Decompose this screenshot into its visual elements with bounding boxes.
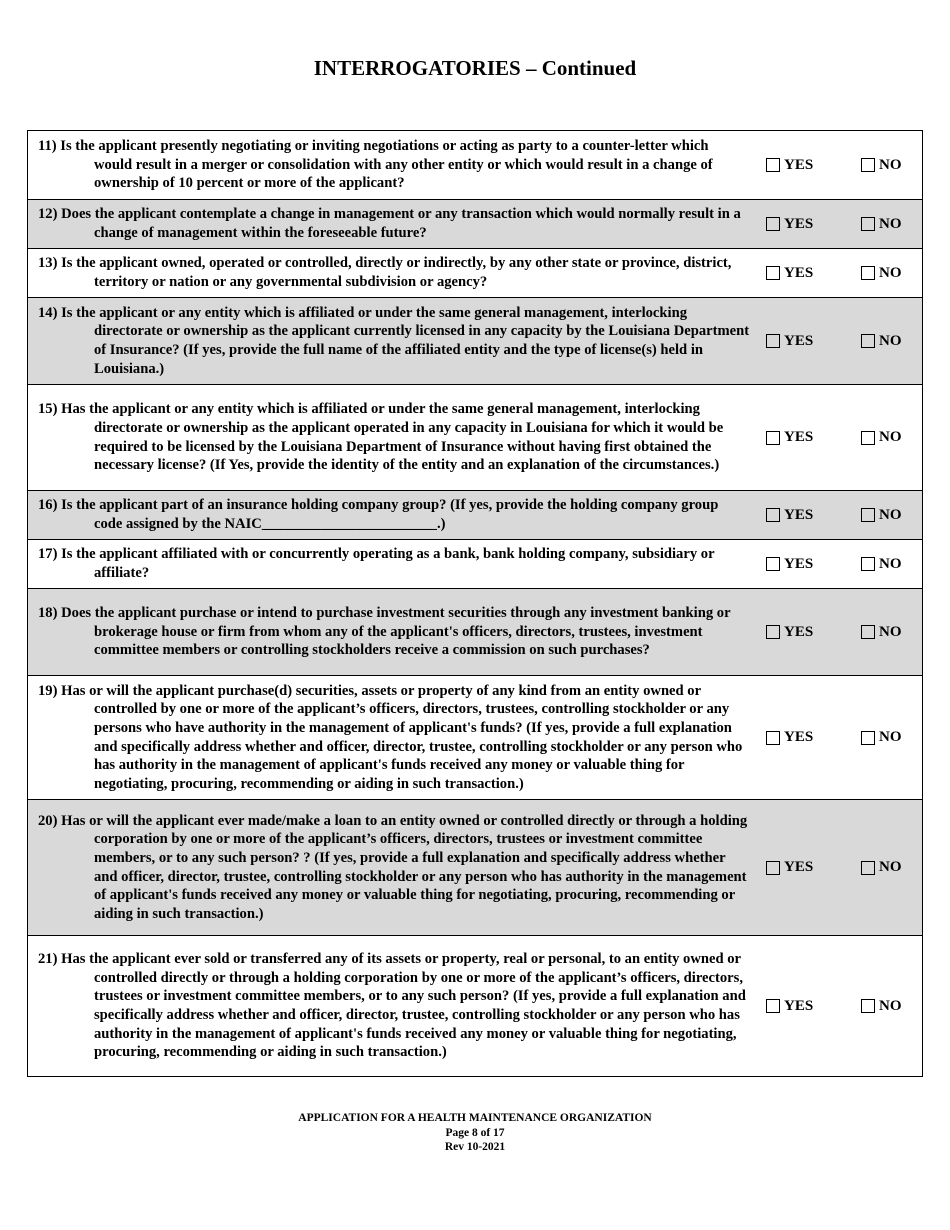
no-label: NO (879, 264, 902, 281)
yes-checkbox[interactable] (766, 625, 780, 639)
yes-label: YES (784, 506, 814, 523)
question-row-19 (28, 676, 922, 800)
no-checkbox[interactable] (861, 508, 875, 522)
yes-label: YES (784, 729, 814, 745)
no-option[interactable] (845, 216, 921, 233)
question-row-15 (28, 385, 922, 491)
no-label: NO (879, 623, 902, 640)
question-row-16 (28, 491, 922, 540)
no-option[interactable] (845, 333, 921, 350)
no-checkbox[interactable] (861, 158, 875, 172)
yes-label: YES (784, 623, 814, 640)
question-text: 20) Has or will the applicant ever made/make a loan to an entity owned or controlled directly or through a holding corporation by one or more of the applicant’s officers, directors, trustees or investment committee members, or to any such person? ? (If yes, provide a full explanation and specifically address whether and officer, director, trustee, controlling stockholder or any person who has authority in the management of applicant's funds received any money or valuable thing for negotiating, procuring, recommending or aiding in such transaction.) (38, 812, 748, 922)
footer-revision: Rev 10-2021 (444, 1141, 506, 1153)
yes-option[interactable] (750, 624, 845, 641)
no-label: NO (879, 156, 902, 173)
no-option[interactable] (845, 507, 921, 524)
no-option[interactable] (845, 429, 921, 446)
question-row-21 (28, 936, 922, 1076)
no-checkbox[interactable] (861, 557, 875, 571)
yes-label: YES (784, 264, 814, 281)
no-label: NO (879, 506, 902, 523)
question-row-17 (28, 540, 922, 589)
question-text: 12) Does the applicant contemplate a change in management or any transaction which would normally result in a change of management within the foreseeable future? (38, 206, 741, 241)
yes-label: YES (784, 555, 814, 572)
yes-checkbox[interactable] (766, 861, 780, 875)
question-text: 15) Has the applicant or any entity which is affiliated or under the same general management, interlocking directorate or ownership as the applicant operated in any capacity in Louisiana for which it would be required to be licensed by the Louisiana Department of Insurance without having first obtained the necessary license? (If Yes, provide the identity of the entity and an explanation of the circumstances.) (38, 401, 724, 474)
question-text: 11) Is the applicant presently negotiating or inviting negotiations or acting as party to a counter-letter which would result in a merger or consolidation with any other entity or which would result in a change of ownership of 10 percent or more of the applicant? (38, 138, 713, 192)
no-label: NO (879, 997, 902, 1014)
no-label: NO (879, 859, 902, 875)
yes-option[interactable] (750, 998, 845, 1015)
yes-option[interactable] (750, 729, 845, 746)
footer-page-number: Page 8 of 17 (445, 1126, 505, 1139)
no-option[interactable] (845, 998, 921, 1015)
yes-option[interactable] (750, 216, 845, 233)
no-option[interactable] (845, 157, 921, 174)
question-row-18 (28, 589, 922, 676)
yes-label: YES (784, 859, 814, 875)
no-checkbox[interactable] (861, 731, 875, 745)
no-checkbox[interactable] (861, 999, 875, 1013)
no-option[interactable] (845, 624, 921, 641)
no-checkbox[interactable] (861, 334, 875, 348)
page-title: INTERROGATORIES – Continued (313, 56, 637, 80)
question-text: 16) Is the applicant part of an insurance holding company group? (If yes, provide the holding company group code assigned by the NAIC________________________.) (38, 497, 719, 532)
yes-option[interactable] (750, 859, 845, 876)
no-option[interactable] (845, 859, 921, 876)
yes-checkbox[interactable] (766, 266, 780, 280)
no-label: NO (879, 429, 902, 445)
question-row-12 (28, 200, 922, 249)
no-checkbox[interactable] (861, 625, 875, 639)
question-text: 21) Has the applicant ever sold or transferred any of its assets or property, real or personal, to an entity owned or controlled directly or through a holding corporation by one or more of the applicant’s officers, directors, trustees or investment committee members, or to any such person? (If yes, provide a full explanation and specifically address whether and officer, director, trustee, controlling stockholder or any person who has authority in the management of applicant's funds received any money or valuable thing for negotiating, procuring, recommending or aiding in such transaction.) (38, 951, 746, 1061)
yes-checkbox[interactable] (766, 431, 780, 445)
question-text: 18) Does the applicant purchase or intend to purchase investment securities through any investment banking or brokerage house or firm from whom any of the applicant's officers, directors, trustees, investment committee members or controlling stockholders receive a commission on such purchases? (38, 605, 731, 659)
page-footer (0, 1111, 950, 1155)
question-row-13 (28, 249, 922, 298)
yes-checkbox[interactable] (766, 217, 780, 231)
question-row-20 (28, 800, 922, 936)
question-text: 19) Has or will the applicant purchase(d) securities, assets or property of any kind from an entity owned or controlled by one or more of the applicant’s officers, directors, trustees, controlling stockholder or any persons who have authority in the management of applicant's funds? (If yes, provide a full explanation and specifically address whether and officer, director, trustee, controlling stockholder or any person who has authority in the management of applicant's funds received any money or valuable thing for negotiating, procuring, recommending or aiding in such transaction.) (38, 682, 743, 792)
yes-option[interactable] (750, 333, 845, 350)
yes-option[interactable] (750, 429, 845, 446)
yes-checkbox[interactable] (766, 731, 780, 745)
yes-label: YES (784, 332, 814, 349)
yes-label: YES (784, 156, 814, 173)
yes-label: YES (784, 997, 814, 1014)
no-checkbox[interactable] (861, 217, 875, 231)
no-label: NO (879, 555, 902, 572)
yes-option[interactable] (750, 265, 845, 282)
no-checkbox[interactable] (861, 266, 875, 280)
no-option[interactable] (845, 556, 921, 573)
yes-label: YES (784, 215, 814, 232)
no-label: NO (879, 215, 902, 232)
no-option[interactable] (845, 729, 921, 746)
question-row-14 (28, 298, 922, 385)
yes-checkbox[interactable] (766, 999, 780, 1013)
yes-label: YES (784, 429, 814, 445)
yes-option[interactable] (750, 157, 845, 174)
question-text: 13) Is the applicant owned, operated or controlled, directly or indirectly, by any other state or province, district, territory or nation or any governmental subdivision or agency? (38, 255, 732, 290)
question-text: 14) Is the applicant or any entity which is affiliated or under the same general management, interlocking directorate or ownership as the applicant currently licensed in any capacity by the Louisiana Department of Insurance? (If yes, provide the full name of the affiliated entity and the type of license(s) held in Louisiana.) (38, 304, 750, 377)
footer-form-title: APPLICATION FOR A HEALTH MAINTENANCE ORGANIZATION (298, 1112, 652, 1124)
yes-option[interactable] (750, 507, 845, 524)
interrogatories-table (27, 130, 923, 1077)
no-label: NO (879, 729, 902, 745)
question-row-11 (28, 131, 922, 200)
yes-option[interactable] (750, 556, 845, 573)
no-label: NO (879, 332, 902, 349)
yes-checkbox[interactable] (766, 158, 780, 172)
yes-checkbox[interactable] (766, 334, 780, 348)
no-checkbox[interactable] (861, 431, 875, 445)
yes-checkbox[interactable] (766, 508, 780, 522)
no-option[interactable] (845, 265, 921, 282)
yes-checkbox[interactable] (766, 557, 780, 571)
no-checkbox[interactable] (861, 861, 875, 875)
question-text: 17) Is the applicant affiliated with or concurrently operating as a bank, bank holding company, subsidiary or affiliate? (38, 546, 715, 581)
